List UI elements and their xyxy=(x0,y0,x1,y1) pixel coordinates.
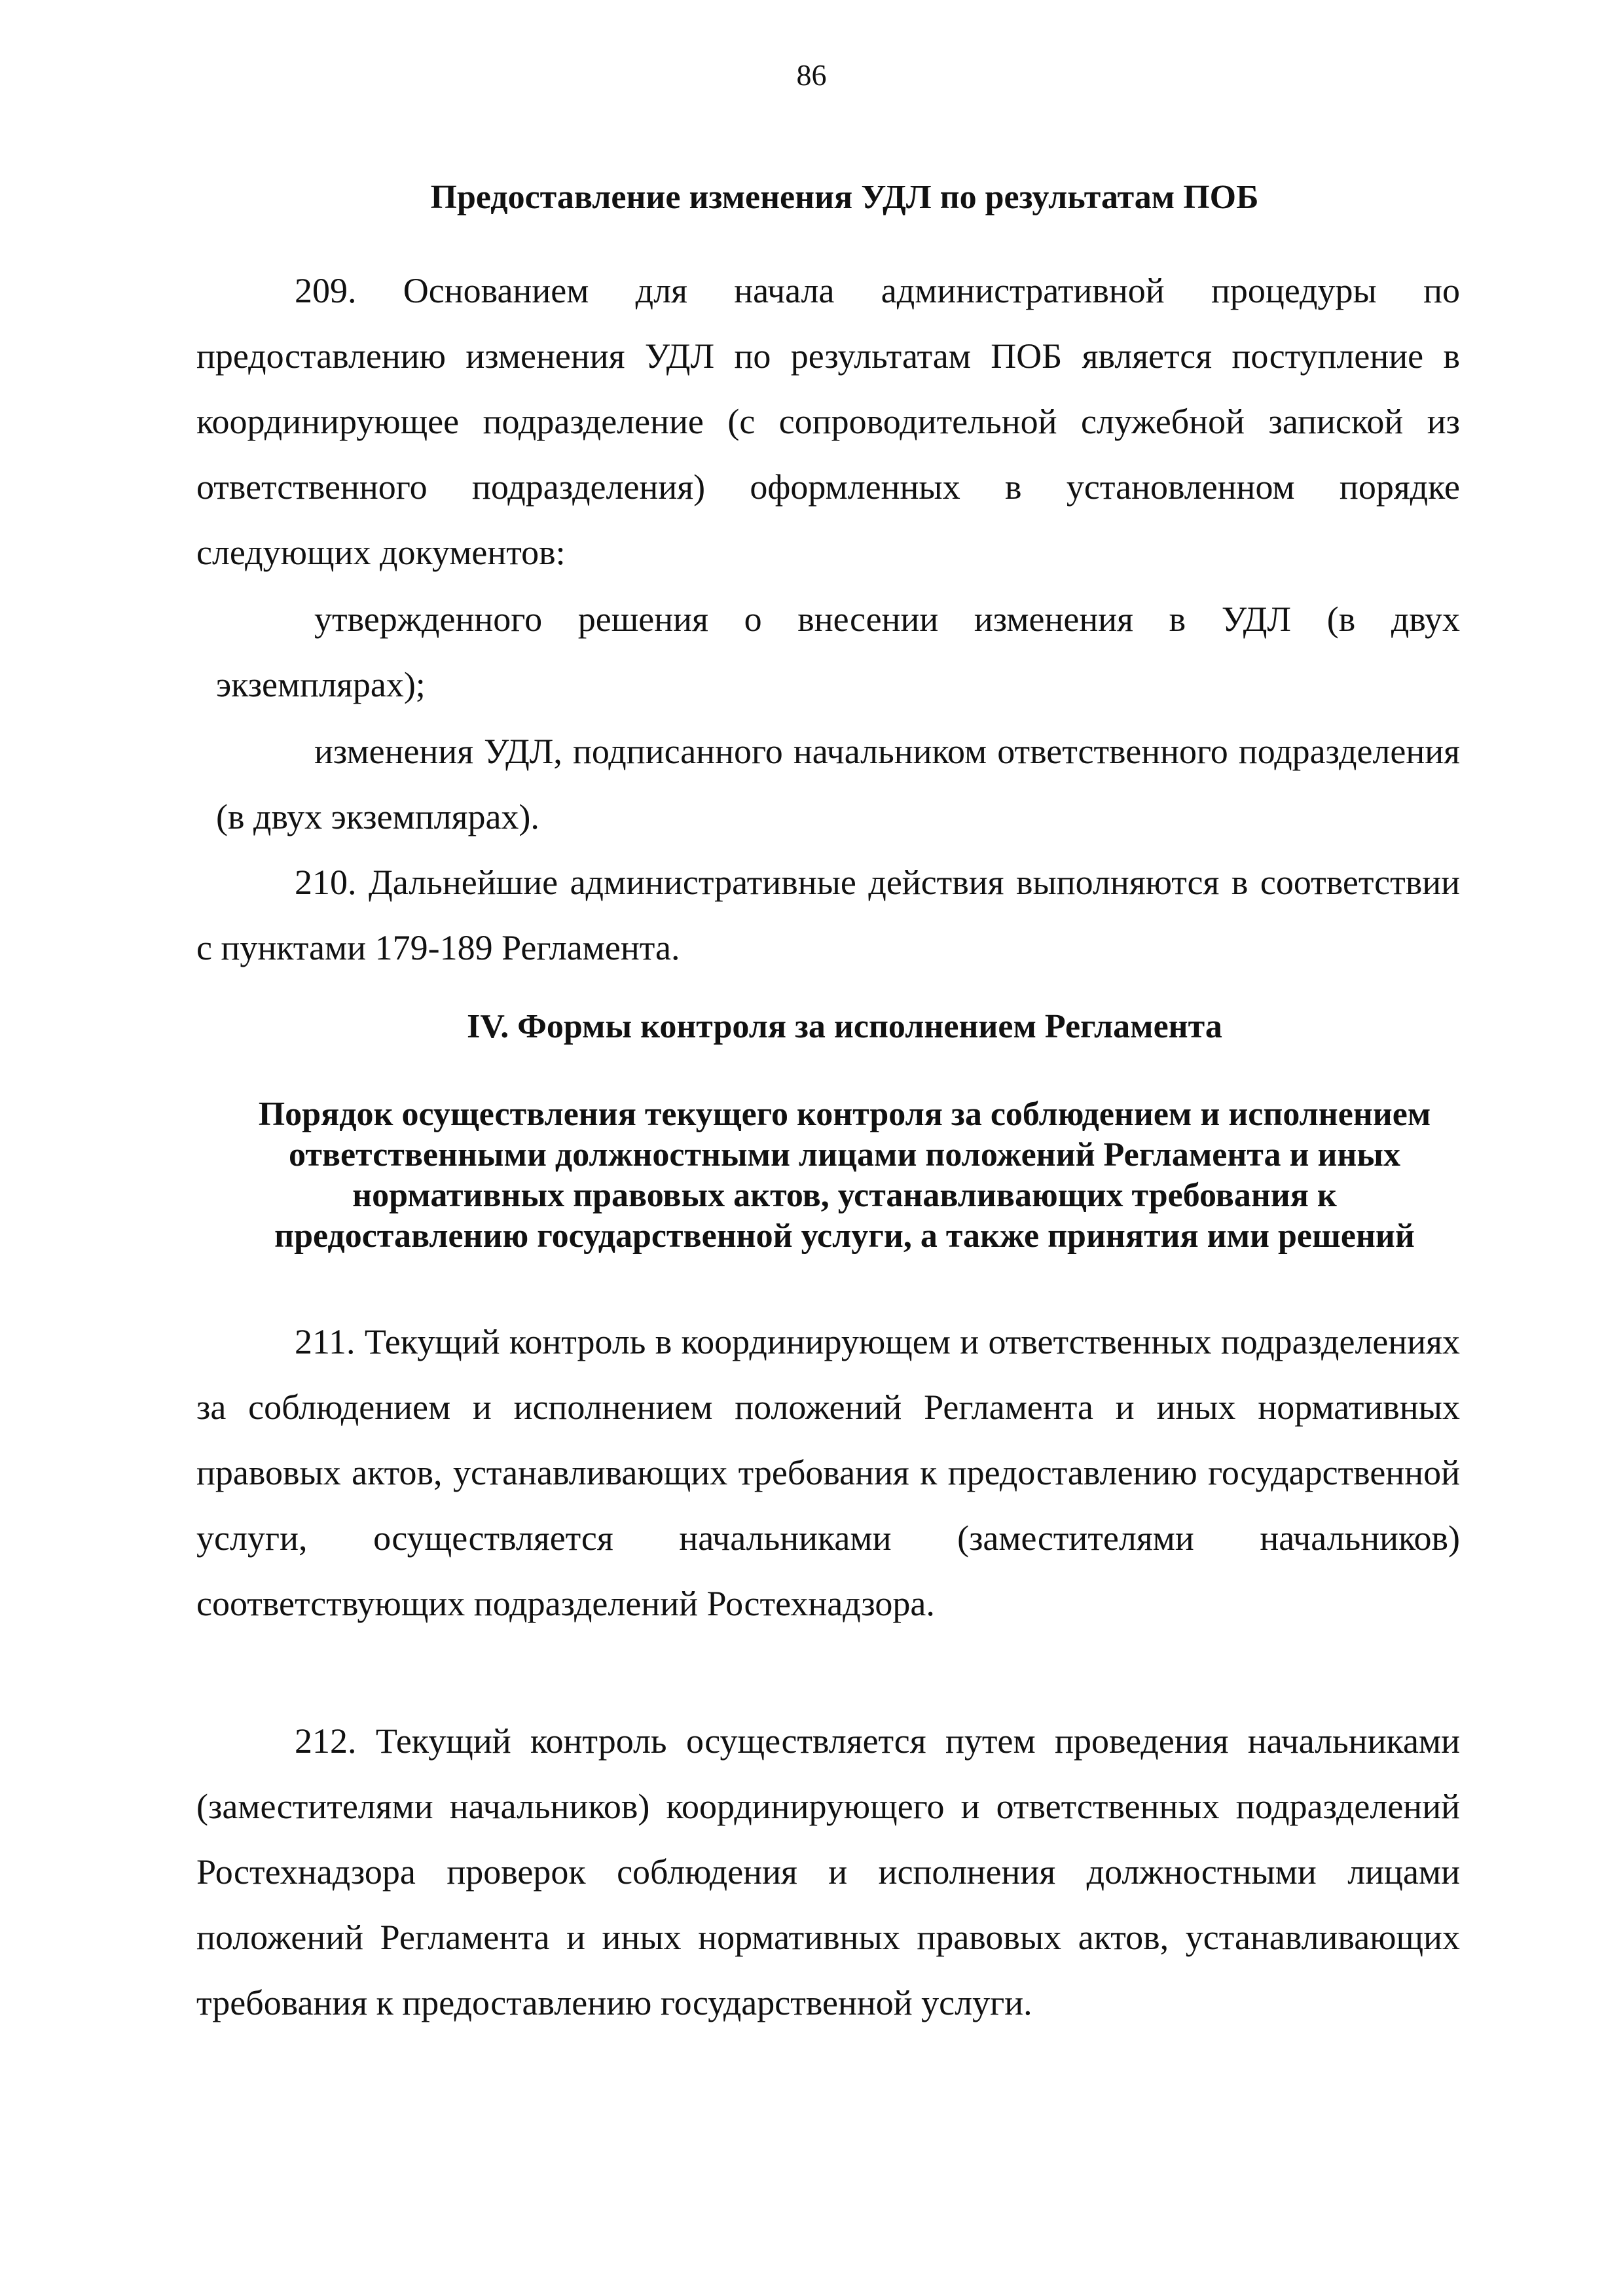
paragraph-210: 210. Дальнейшие административные действия выполняются в соответствии с пунктами 179-189 Регламента. xyxy=(196,863,1460,967)
document-item-change: изменения УДЛ, подписанного начальником ответственного подразделения (в двух экземплярах). xyxy=(216,732,1460,836)
paragraph-212: 212. Текущий контроль осуществляется путем проведения начальниками (заместителями начальников) координирующего и ответственных подразделений Ростехнадзора проверок соблюдения и исполнения должностными лицами положений Регламента и иных нормативных правовых актов, устанавливающих требования к предоставлению государственной услуги. xyxy=(196,1721,1460,2022)
procedure-heading: Предоставление изменения УДЛ по результатам ПОБ xyxy=(430,179,1259,216)
section-title: IV. Формы контроля за исполнением Регламента xyxy=(467,1008,1222,1045)
paragraph-209: 209. Основанием для начала административной процедуры по предоставлению изменения УДЛ по результатам ПОБ является поступление в координирующее подразделение (с сопроводительной служебной запиской из ответственного подразделения) оформленных в установленном порядке следующих документов: xyxy=(196,271,1460,572)
paragraph-211: 211. Текущий контроль в координирующем и ответственных подразделениях за соблюдением и исполнением положений Регламента и иных нормативных правовых актов, устанавливающих требования к предоставлению государственной услуги, осуществляется начальниками (заместителями начальников) соответствующих подразделений Ростехнадзора. xyxy=(196,1322,1460,1623)
page-number: 86 xyxy=(796,58,827,92)
subsection-title: Порядок осуществления текущего контроля за соблюдением и исполнением ответственными должностными лицами положений Регламента и иных нормативных правовых актов, устанавливающих требования к предоставлению государственной услуги, а также принятия ими решений xyxy=(258,1096,1431,1255)
document-item-decision: утвержденного решения о внесении изменения в УДЛ (в двух экземплярах); xyxy=(216,600,1460,704)
